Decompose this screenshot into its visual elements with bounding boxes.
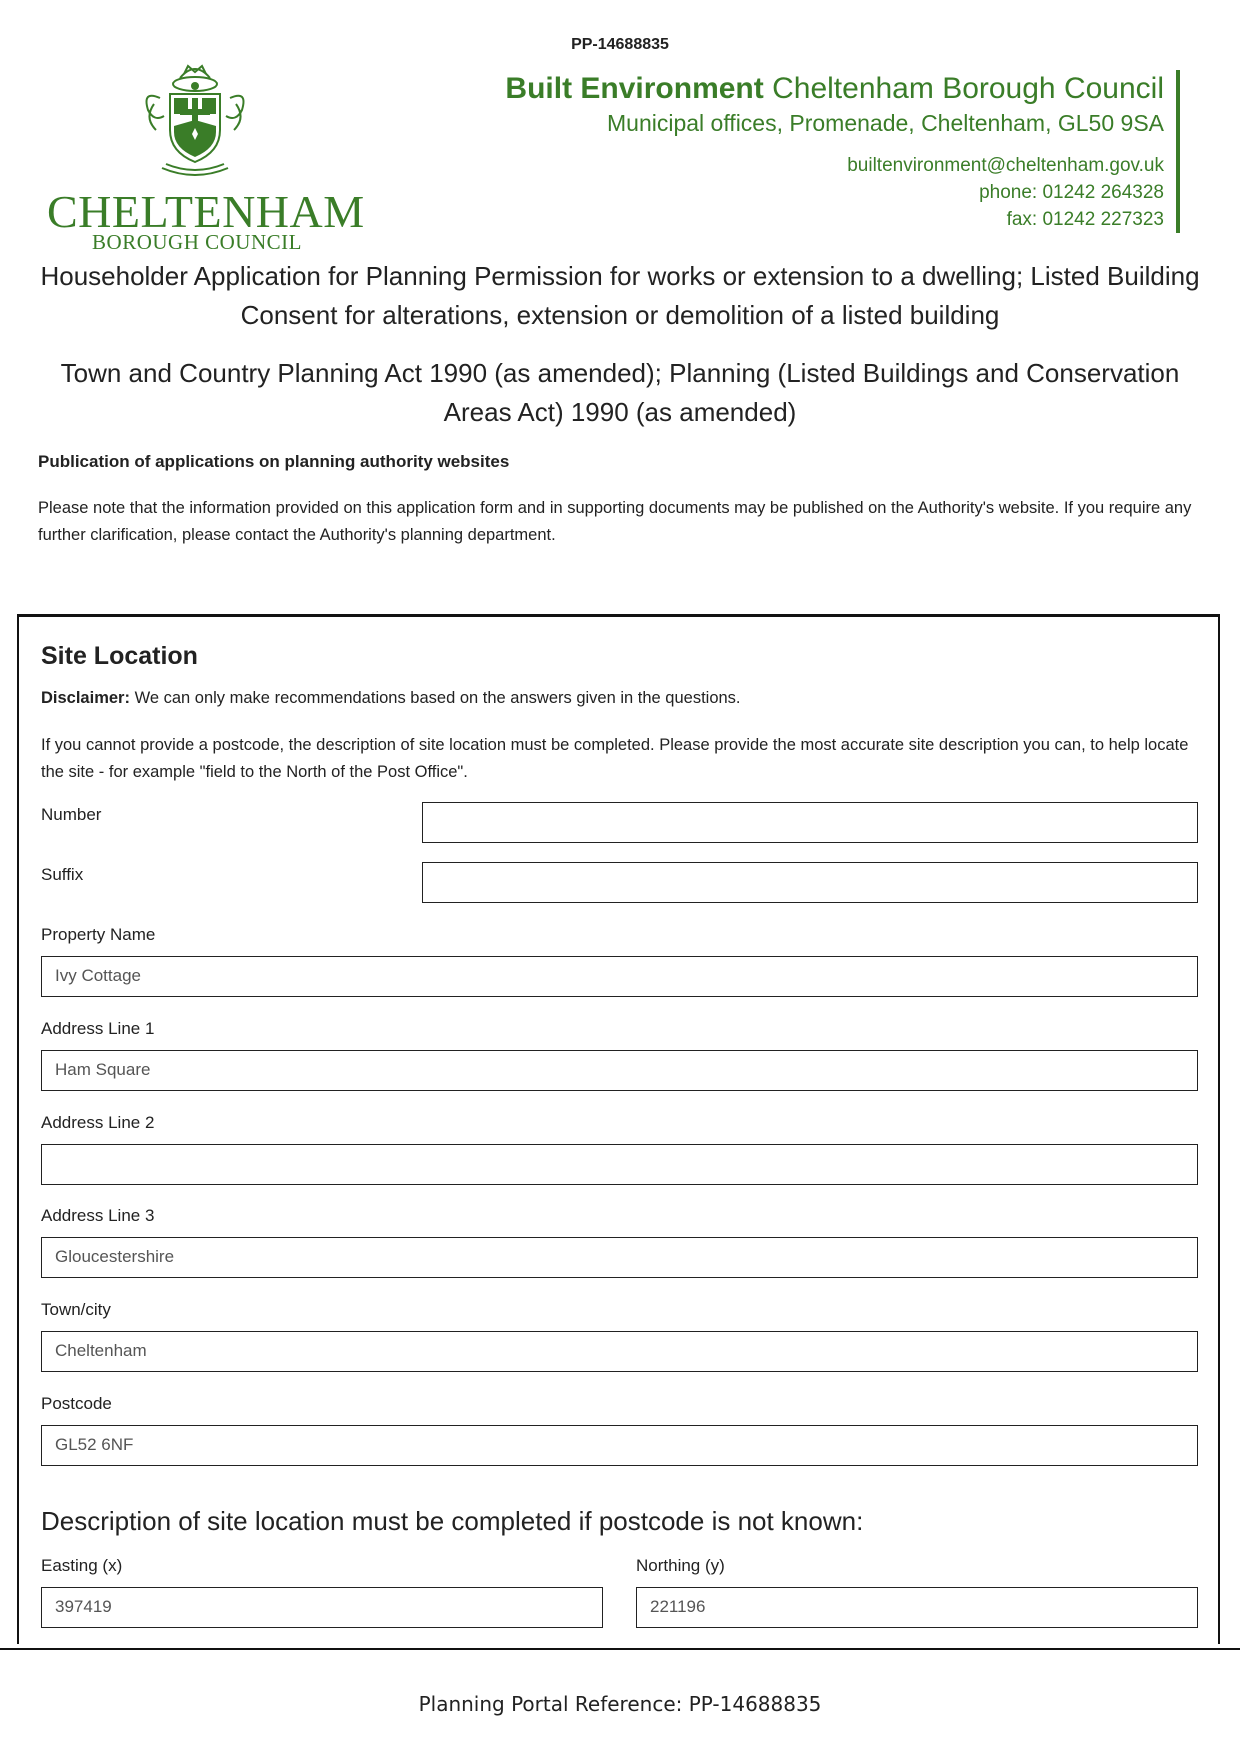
council-fax: fax: 01242 227323	[1006, 209, 1164, 230]
site-description-heading: Description of site location must be completed if postcode is not known:	[41, 1506, 864, 1536]
form-title: Householder Application for Planning Permission for works or extension to a dwelling; Listed Building Consent for alterations, extension or demolition of a listed building	[40, 261, 1200, 330]
postcode-label: Postcode	[41, 1394, 112, 1413]
publication-text: Please note that the information provided on this application form and in supporting documents may be published on the Authority's website. If you require any further clarification, please contact the Authority's planning department.	[38, 499, 1192, 544]
postcode-field[interactable]: GL52 6NF	[41, 1425, 1198, 1466]
act-title: Town and Country Planning Act 1990 (as amended); Planning (Listed Buildings and Conservation Areas Act) 1990 (as amended)	[60, 358, 1180, 427]
department-heading	[505, 70, 1164, 108]
northing-label: Northing (y)	[636, 1556, 725, 1575]
property-name-label: Property Name	[41, 925, 156, 944]
crest-icon	[140, 60, 250, 190]
council-email[interactable]: builtenvironment@cheltenham.gov.uk	[847, 155, 1164, 176]
logo-subtitle: BOROUGH COUNCIL	[92, 230, 302, 254]
disclaimer-text: We can only make recommendations based on the answers given in the questions.	[134, 689, 741, 707]
disclaimer	[41, 689, 741, 708]
town-city-field[interactable]: Cheltenham	[41, 1331, 1198, 1372]
footer-reference: Planning Portal Reference: PP-14688835	[418, 1692, 822, 1716]
address-line-2-label: Address Line 2	[41, 1113, 155, 1132]
suffix-field[interactable]	[422, 862, 1198, 903]
number-field[interactable]	[422, 802, 1198, 843]
easting-label: Easting (x)	[41, 1556, 123, 1575]
property-name-field[interactable]: Ivy Cottage	[41, 956, 1198, 997]
town-city-label: Town/city	[41, 1300, 111, 1319]
address-line-1-label: Address Line 1	[41, 1019, 155, 1038]
number-label: Number	[41, 805, 102, 824]
council-contact-block	[505, 70, 1180, 233]
logo-wordmark: CHELTENHAM	[47, 186, 365, 237]
postcode-note: If you cannot provide a postcode, the description of site location must be completed. Please provide the most accurate site description you can, to help locate the site - for example "field to the North of the Post Office".	[41, 736, 1189, 781]
suffix-label: Suffix	[41, 865, 84, 884]
disclaimer-label: Disclaimer:	[41, 689, 130, 707]
top-reference-number: PP-14688835	[571, 36, 669, 53]
department-name: Built Environment	[505, 72, 764, 105]
address-line-1-field[interactable]: Ham Square	[41, 1050, 1198, 1091]
council-logo	[40, 60, 365, 255]
council-phone: phone: 01242 264328	[979, 182, 1164, 203]
council-address: Municipal offices, Promenade, Cheltenham, GL50 9SA	[607, 110, 1164, 136]
address-line-3-field[interactable]: Gloucestershire	[41, 1237, 1198, 1278]
page-break-rule	[0, 1648, 1240, 1650]
easting-field[interactable]: 397419	[41, 1587, 603, 1628]
address-line-3-label: Address Line 3	[41, 1206, 155, 1225]
council-name: Cheltenham Borough Council	[772, 72, 1164, 105]
northing-field[interactable]: 221196	[636, 1587, 1198, 1628]
address-line-2-field[interactable]	[41, 1144, 1198, 1185]
publication-heading: Publication of applications on planning authority websites	[38, 452, 510, 471]
section-title: Site Location	[41, 642, 198, 670]
